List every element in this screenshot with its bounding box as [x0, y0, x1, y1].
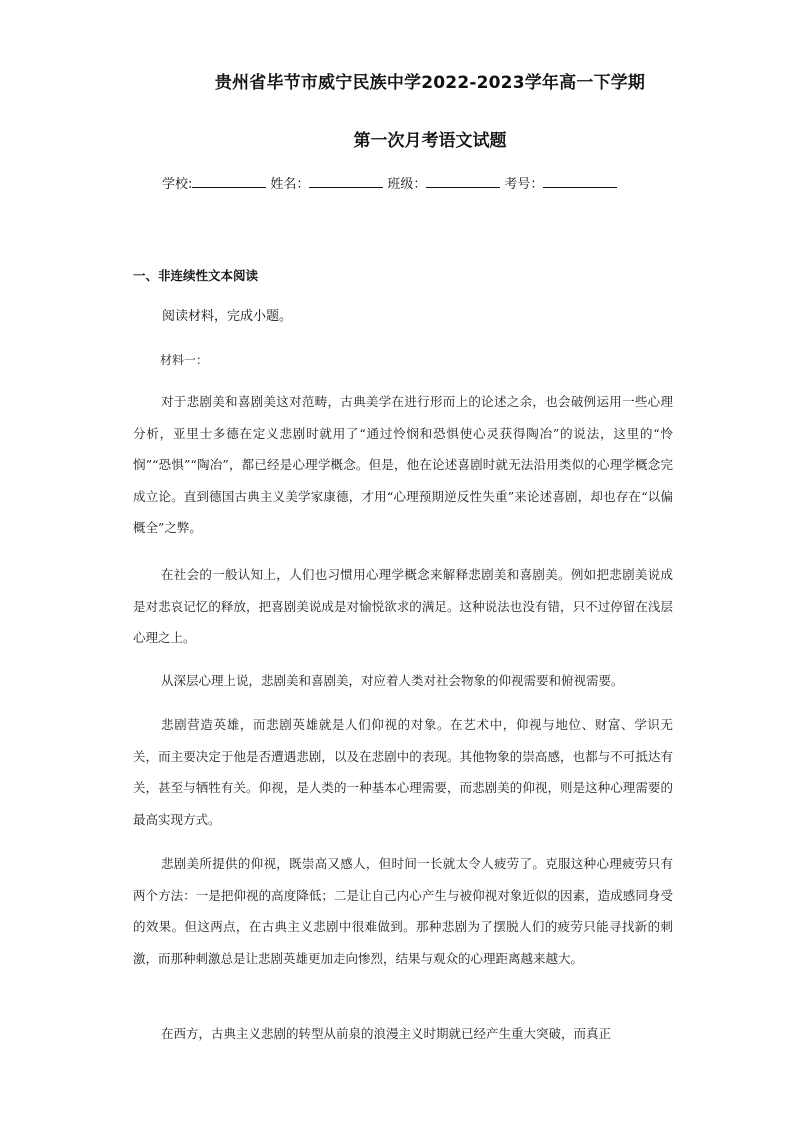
school-label: 学校:	[162, 177, 193, 192]
reading-instruction: 阅读材料，完成小题。	[162, 309, 293, 324]
name-blank[interactable]	[309, 173, 383, 188]
exam-number-blank[interactable]	[543, 173, 617, 188]
class-label: 班级：	[387, 177, 427, 192]
class-blank[interactable]	[426, 173, 500, 188]
paragraph: 在社会的一般认知上，人们也习惯用心理学概念来解释悲剧美和喜剧美。例如把悲剧美说成是对悲哀记忆的释放，把喜剧美说成是对愉悦欲求的满足。这种说法也没有错，只不过停留在浅层心理之上。	[133, 567, 673, 645]
school-blank[interactable]	[192, 173, 266, 188]
paragraph: 对于悲剧美和喜剧美这对范畴，古典美学在进行形而上的论述之余，也会破例运用一些心理分析，亚里士多德在定义悲剧时就用了“通过怜悯和恐惧使心灵获得陶冶”的说法，这里的“怜悯”“恐惧”“陶冶”，都已经是心理学概念。但是，他在论述喜剧时就无法沿用类似的心理学概念完成立论。直到德国古典主义美学家康德，才用“心理预期逆反性失重”来论述喜剧，却也存在“以偏概全”之弊。	[133, 394, 673, 535]
material-label: 材料一：	[160, 353, 209, 367]
exam-title-line1: 贵州省毕节市威宁民族中学2022-2023学年高一下学期	[214, 73, 646, 93]
paragraph: 从深层心理上说，悲剧美和喜剧美，对应着人类对社会物象的仰视需要和俯视需要。	[161, 673, 624, 688]
section-heading: 一、非连续性文本阅读	[133, 268, 259, 283]
exam-title-line2: 第一次月考语文试题	[353, 131, 507, 151]
paragraph: 在西方，古典主义悲剧的转型从前泉的浪漫主义时期就已经产生重大突破，而真正	[161, 1026, 612, 1041]
paragraph: 悲剧美所提供的仰视，既崇高又感人，但时间一长就太令人疲劳了。克服这种心理疲劳只有两个方法：一是把仰视的高度降低；二是让自己内心产生与被仰视对象近似的因素，造成感同身受的效果。但这两点，在古典主义悲剧中很难做到。那种悲剧为了摆脱人们的疲劳只能寻找新的刺激，而那种刺激总是让悲剧英雄更加走向惨烈，结果与观众的心理距离越来越大。	[133, 856, 673, 966]
exam-number-label: 考号：	[504, 177, 544, 192]
student-info-line	[162, 173, 621, 192]
name-label: 姓名：	[270, 177, 310, 192]
paragraph: 悲剧营造英雄，而悲剧英雄就是人们仰视的对象。在艺术中，仰视与地位、财富、学识无关，而主要决定于他是否遭遇悲剧，以及在悲剧中的表现。其他物象的崇高感，也都与不可抵达有关，甚至与牺牲有关。仰视，是人类的一种基本心理需要，而悲剧美的仰视，则是这种心理需要的最高实现方式。	[133, 717, 673, 827]
